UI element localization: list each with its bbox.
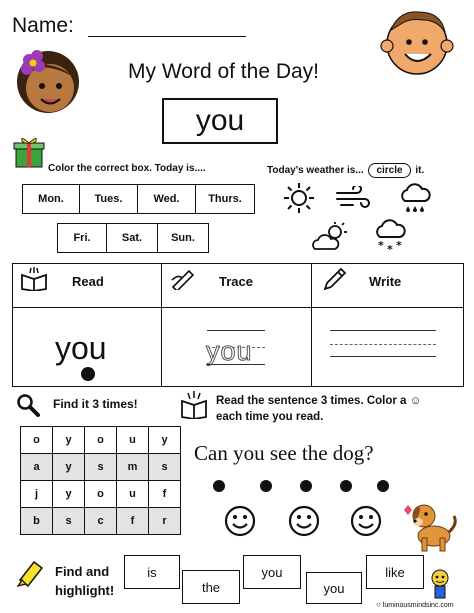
footer-site-text: luminousmindsinc.com — [382, 602, 454, 609]
grid-cell[interactable]: o — [85, 427, 117, 454]
day-mon[interactable]: Mon. — [22, 184, 80, 214]
partly-cloudy-icon[interactable] — [311, 222, 349, 252]
mascot-icon — [427, 568, 453, 602]
sentence-dot — [300, 480, 312, 492]
trace-pencil-icon — [170, 268, 196, 290]
grid-cell[interactable]: j — [21, 481, 53, 508]
sentence-text: Can you see the dog? — [194, 441, 374, 465]
grid-cell[interactable]: y — [53, 454, 85, 481]
page-title: My Word of the Day! — [128, 60, 320, 83]
grid-cell[interactable]: b — [21, 508, 53, 535]
sentence-instruction-2: each time you read. — [216, 411, 324, 423]
sentence-instruction-1: Read the sentence 3 times. Color a ☺ — [216, 395, 422, 407]
grid-cell[interactable]: s — [85, 454, 117, 481]
highlight-word-you-1[interactable]: you — [243, 555, 301, 589]
trace-top-line — [207, 330, 265, 331]
grid-cell[interactable]: y — [53, 427, 85, 454]
highlight-word-you-2[interactable]: you — [306, 572, 362, 604]
footer-copyright-icon: ○ — [376, 600, 381, 609]
highlight-word-the[interactable]: the — [182, 570, 240, 604]
write-mid-line — [330, 344, 436, 345]
word-banner — [162, 98, 278, 144]
write-label: Write — [369, 274, 402, 289]
day-sat[interactable]: Sat. — [106, 223, 158, 253]
dog-icon — [396, 492, 460, 554]
smiley-face-icon[interactable] — [288, 505, 320, 537]
read-word: you — [55, 330, 107, 366]
trace-label: Trace — [219, 274, 253, 289]
day-thurs[interactable]: Thurs. — [195, 184, 255, 214]
grid-cell[interactable]: u — [117, 427, 149, 454]
grid-row — [21, 427, 181, 454]
weather-prefix: Today's weather is... — [267, 165, 364, 176]
find-label: Find it 3 times! — [53, 397, 138, 411]
sun-icon[interactable] — [282, 181, 316, 215]
grid-cell[interactable]: f — [117, 508, 149, 535]
sentence-dot — [340, 480, 352, 492]
grid-cell[interactable]: s — [149, 454, 181, 481]
day-tues[interactable]: Tues. — [79, 184, 138, 214]
write-base-line — [330, 356, 436, 357]
sentence-dot — [260, 480, 272, 492]
grid-cell[interactable]: u — [117, 481, 149, 508]
practice-header-line — [12, 307, 464, 308]
grid-cell[interactable]: r — [149, 508, 181, 535]
grid-cell[interactable]: f — [149, 481, 181, 508]
trace-word[interactable]: you — [206, 336, 253, 366]
write-top-line[interactable] — [330, 330, 436, 331]
book-icon — [20, 267, 48, 291]
highlight-label-line1: Find and — [55, 564, 110, 579]
grid-cell[interactable]: a — [21, 454, 53, 481]
highlight-word-is[interactable]: is — [124, 555, 180, 589]
magnifier-icon — [16, 393, 40, 417]
calendar-instruction: Color the correct box. Today is.... — [48, 163, 206, 174]
svg-text:*: * — [378, 239, 384, 252]
weather-instruction — [267, 163, 424, 178]
read-label: Read — [72, 274, 104, 289]
smiley-face-icon[interactable] — [224, 505, 256, 537]
practice-divider-1 — [161, 263, 162, 387]
reading-book-icon — [178, 391, 210, 419]
highlight-word-like[interactable]: like — [366, 555, 424, 589]
letter-grid — [20, 426, 181, 535]
grid-row — [21, 508, 181, 535]
grid-row — [21, 481, 181, 508]
grid-cell[interactable]: y — [149, 427, 181, 454]
wind-icon[interactable] — [335, 186, 371, 210]
grid-cell[interactable]: o — [21, 427, 53, 454]
smiley-face-icon[interactable] — [350, 505, 382, 537]
day-fri[interactable]: Fri. — [57, 223, 107, 253]
trace-base-line — [207, 364, 265, 365]
weather-circle-word: circle — [368, 163, 410, 178]
grid-cell[interactable]: c — [85, 508, 117, 535]
name-label: Name: — [12, 14, 74, 37]
grid-cell[interactable]: y — [53, 481, 85, 508]
highlight-label-line2: highlight! — [55, 583, 115, 598]
grid-cell[interactable]: s — [53, 508, 85, 535]
name-line[interactable] — [88, 36, 246, 37]
day-wed[interactable]: Wed. — [137, 184, 196, 214]
sentence-dot — [377, 480, 389, 492]
practice-divider-2 — [311, 263, 312, 387]
footer-site — [376, 600, 454, 609]
rain-cloud-icon[interactable] — [397, 181, 433, 217]
boy-face-icon — [379, 6, 455, 78]
svg-text:*: * — [387, 243, 393, 255]
word-of-day: you — [195, 104, 245, 137]
grid-cell[interactable]: m — [117, 454, 149, 481]
weather-suffix: it. — [415, 165, 425, 176]
grid-row — [21, 454, 181, 481]
highlighter-icon — [14, 556, 46, 588]
gift-box-icon — [12, 133, 46, 169]
grid-cell[interactable]: o — [85, 481, 117, 508]
snow-cloud-icon[interactable] — [372, 219, 410, 255]
read-dot — [81, 367, 95, 381]
girl-face-icon — [12, 46, 84, 116]
day-sun[interactable]: Sun. — [157, 223, 209, 253]
write-pencil-icon — [321, 267, 347, 293]
sentence-dot — [213, 480, 225, 492]
svg-text:*: * — [396, 239, 402, 252]
